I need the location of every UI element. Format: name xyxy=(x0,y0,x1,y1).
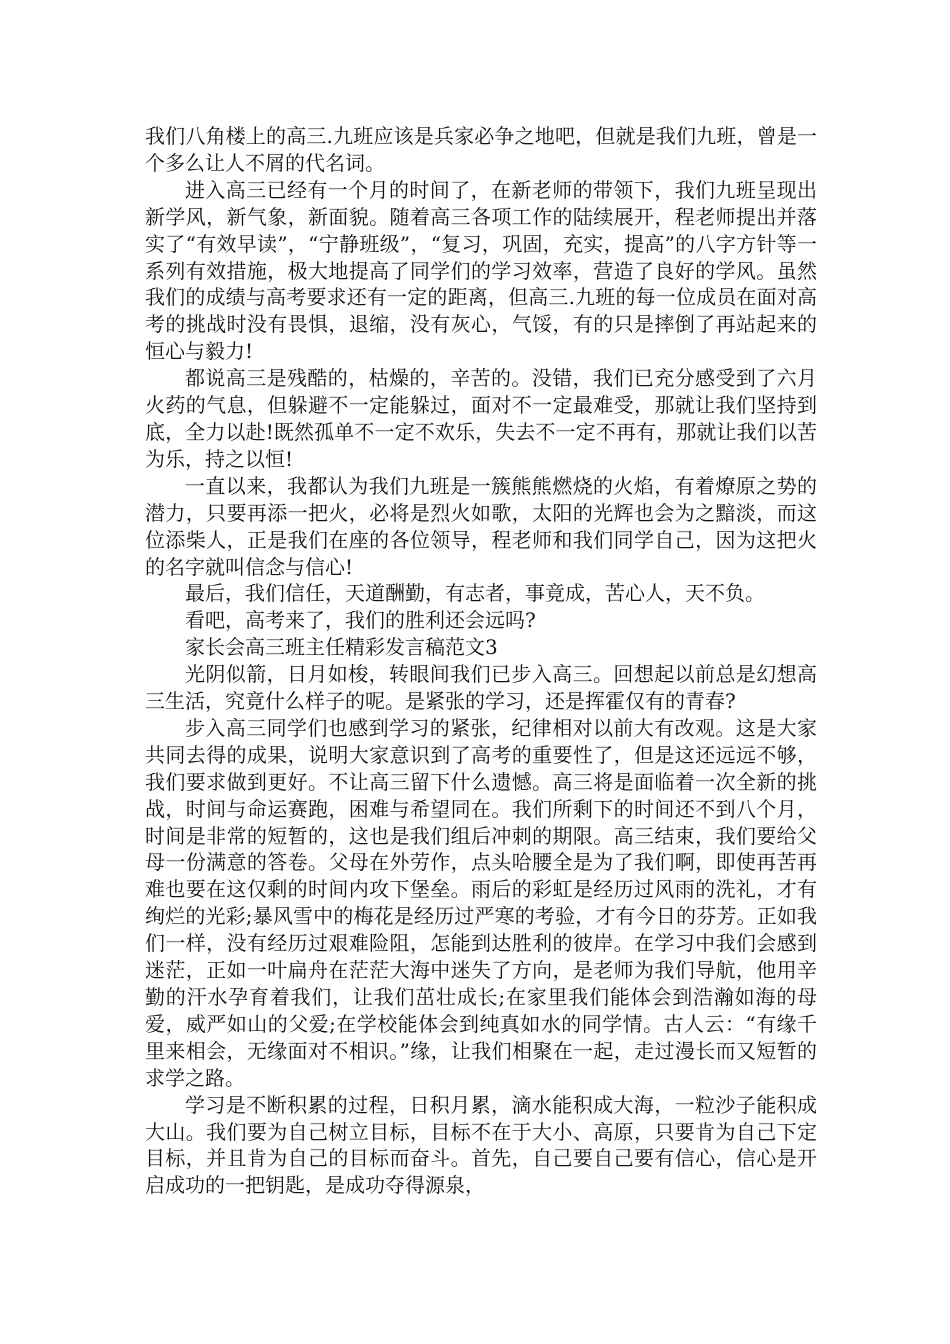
paragraph: 最后，我们信任，天道酬勤，有志者，事竟成，苦心人，天不负。 xyxy=(185,581,765,606)
paragraph: 一直以来，我都认为我们九班是一簇熊熊燃烧的火焰，有着燎原之势的潜力，只要再添一把火，必将是烈火如歌，太阳的光辉也会为之黯淡，而这位添柴人，正是我们在座的各位领导，程老师和我们同学自己，因为这把火的名字就叫信念与信心! xyxy=(145,473,817,579)
paragraph: 步入高三同学们也感到学习的紧张，纪律相对以前大有改观。这是大家共同去得的成果，说明大家意识到了高考的重要性了，但是这还远远不够，我们要求做到更好。不让高三留下什么遗憾。高三将是面临着一次全新的挑战，时间与命运赛跑，困难与希望同在。我们所剩下的时间还不到八个月，时间是非常的短暂的，这也是我们组后冲刺的期限。高三结束，我们要给父母一份满意的答卷。父母在外劳作，点头哈腰全是为了我们啊，即使再苦再难也要在这仅剩的时间内攻下堡垒。雨后的彩虹是经历过风雨的洗礼，才有绚烂的光彩;暴风雪中的梅花是经历过严寒的考验，才有今日的芬芳。正如我们一样，没有经历过艰难险阻，怎能到达胜利的彼岸。在学习中我们会感到迷茫，正如一叶扁舟在茫茫大海中迷失了方向，是老师为我们导航，他用辛勤的汗水孕育着我们，让我们茁壮成长;在家里我们能体会到浩瀚如海的母爱，威严如山的父爱;在学校能体会到纯真如水的同学情。古人云：“有缘千里来相会，无缘面对不相识。”缘，让我们相聚在一起，走过漫长而又短暂的求学之路。 xyxy=(145,715,817,1090)
paragraph: 进入高三已经有一个月的时间了，在新老师的带领下，我们九班呈现出新学风，新气象，新面貌。随着高三各项工作的陆续展开，程老师提出并落实了“有效早读”，“宁静班级”，“复习，巩固，充实，提高”的八字方针等一系列有效措施，极大地提高了同学们的学习效率，营造了良好的学风。虽然我们的成绩与高考要求还有一定的距离，但高三.九班的每一位成员在面对高考的挑战时没有畏惧，退缩，没有灰心，气馁，有的只是摔倒了再站起来的恒心与毅力! xyxy=(145,177,817,364)
section-heading: 家长会高三班主任精彩发言稿范文3 xyxy=(185,635,498,660)
paragraph: 看吧，高考来了，我们的胜利还会远吗? xyxy=(185,608,536,633)
document-body xyxy=(145,123,817,1199)
paragraph: 学习是不断积累的过程，日积月累，滴水能积成大海，一粒沙子能积成大山。我们要为自己树立目标，目标不在于大小、高原，只要肯为自己下定目标，并且肯为自己的目标而奋斗。首先，自己要自己要有信心，信心是开启成功的一把钥匙，是成功夺得源泉， xyxy=(145,1092,817,1198)
paragraph: 我们八角楼上的高三.九班应该是兵家必争之地吧，但就是我们九班，曾是一个多么让人不屑的代名词。 xyxy=(145,124,817,175)
paragraph: 光阴似箭，日月如梭，转眼间我们已步入高三。回想起以前总是幻想高三生活，究竟什么样子的呢。是紧张的学习，还是挥霍仅有的青春? xyxy=(145,662,817,714)
paragraph: 都说高三是残酷的，枯燥的，辛苦的。没错，我们已充分感受到了六月火药的气息，但躲避不一定能躲过，面对不一定最难受，那就让我们坚持到底，全力以赴!既然孤单不一定不欢乐，失去不一定不再有，那就让我们以苦为乐，持之以恒! xyxy=(145,366,817,471)
